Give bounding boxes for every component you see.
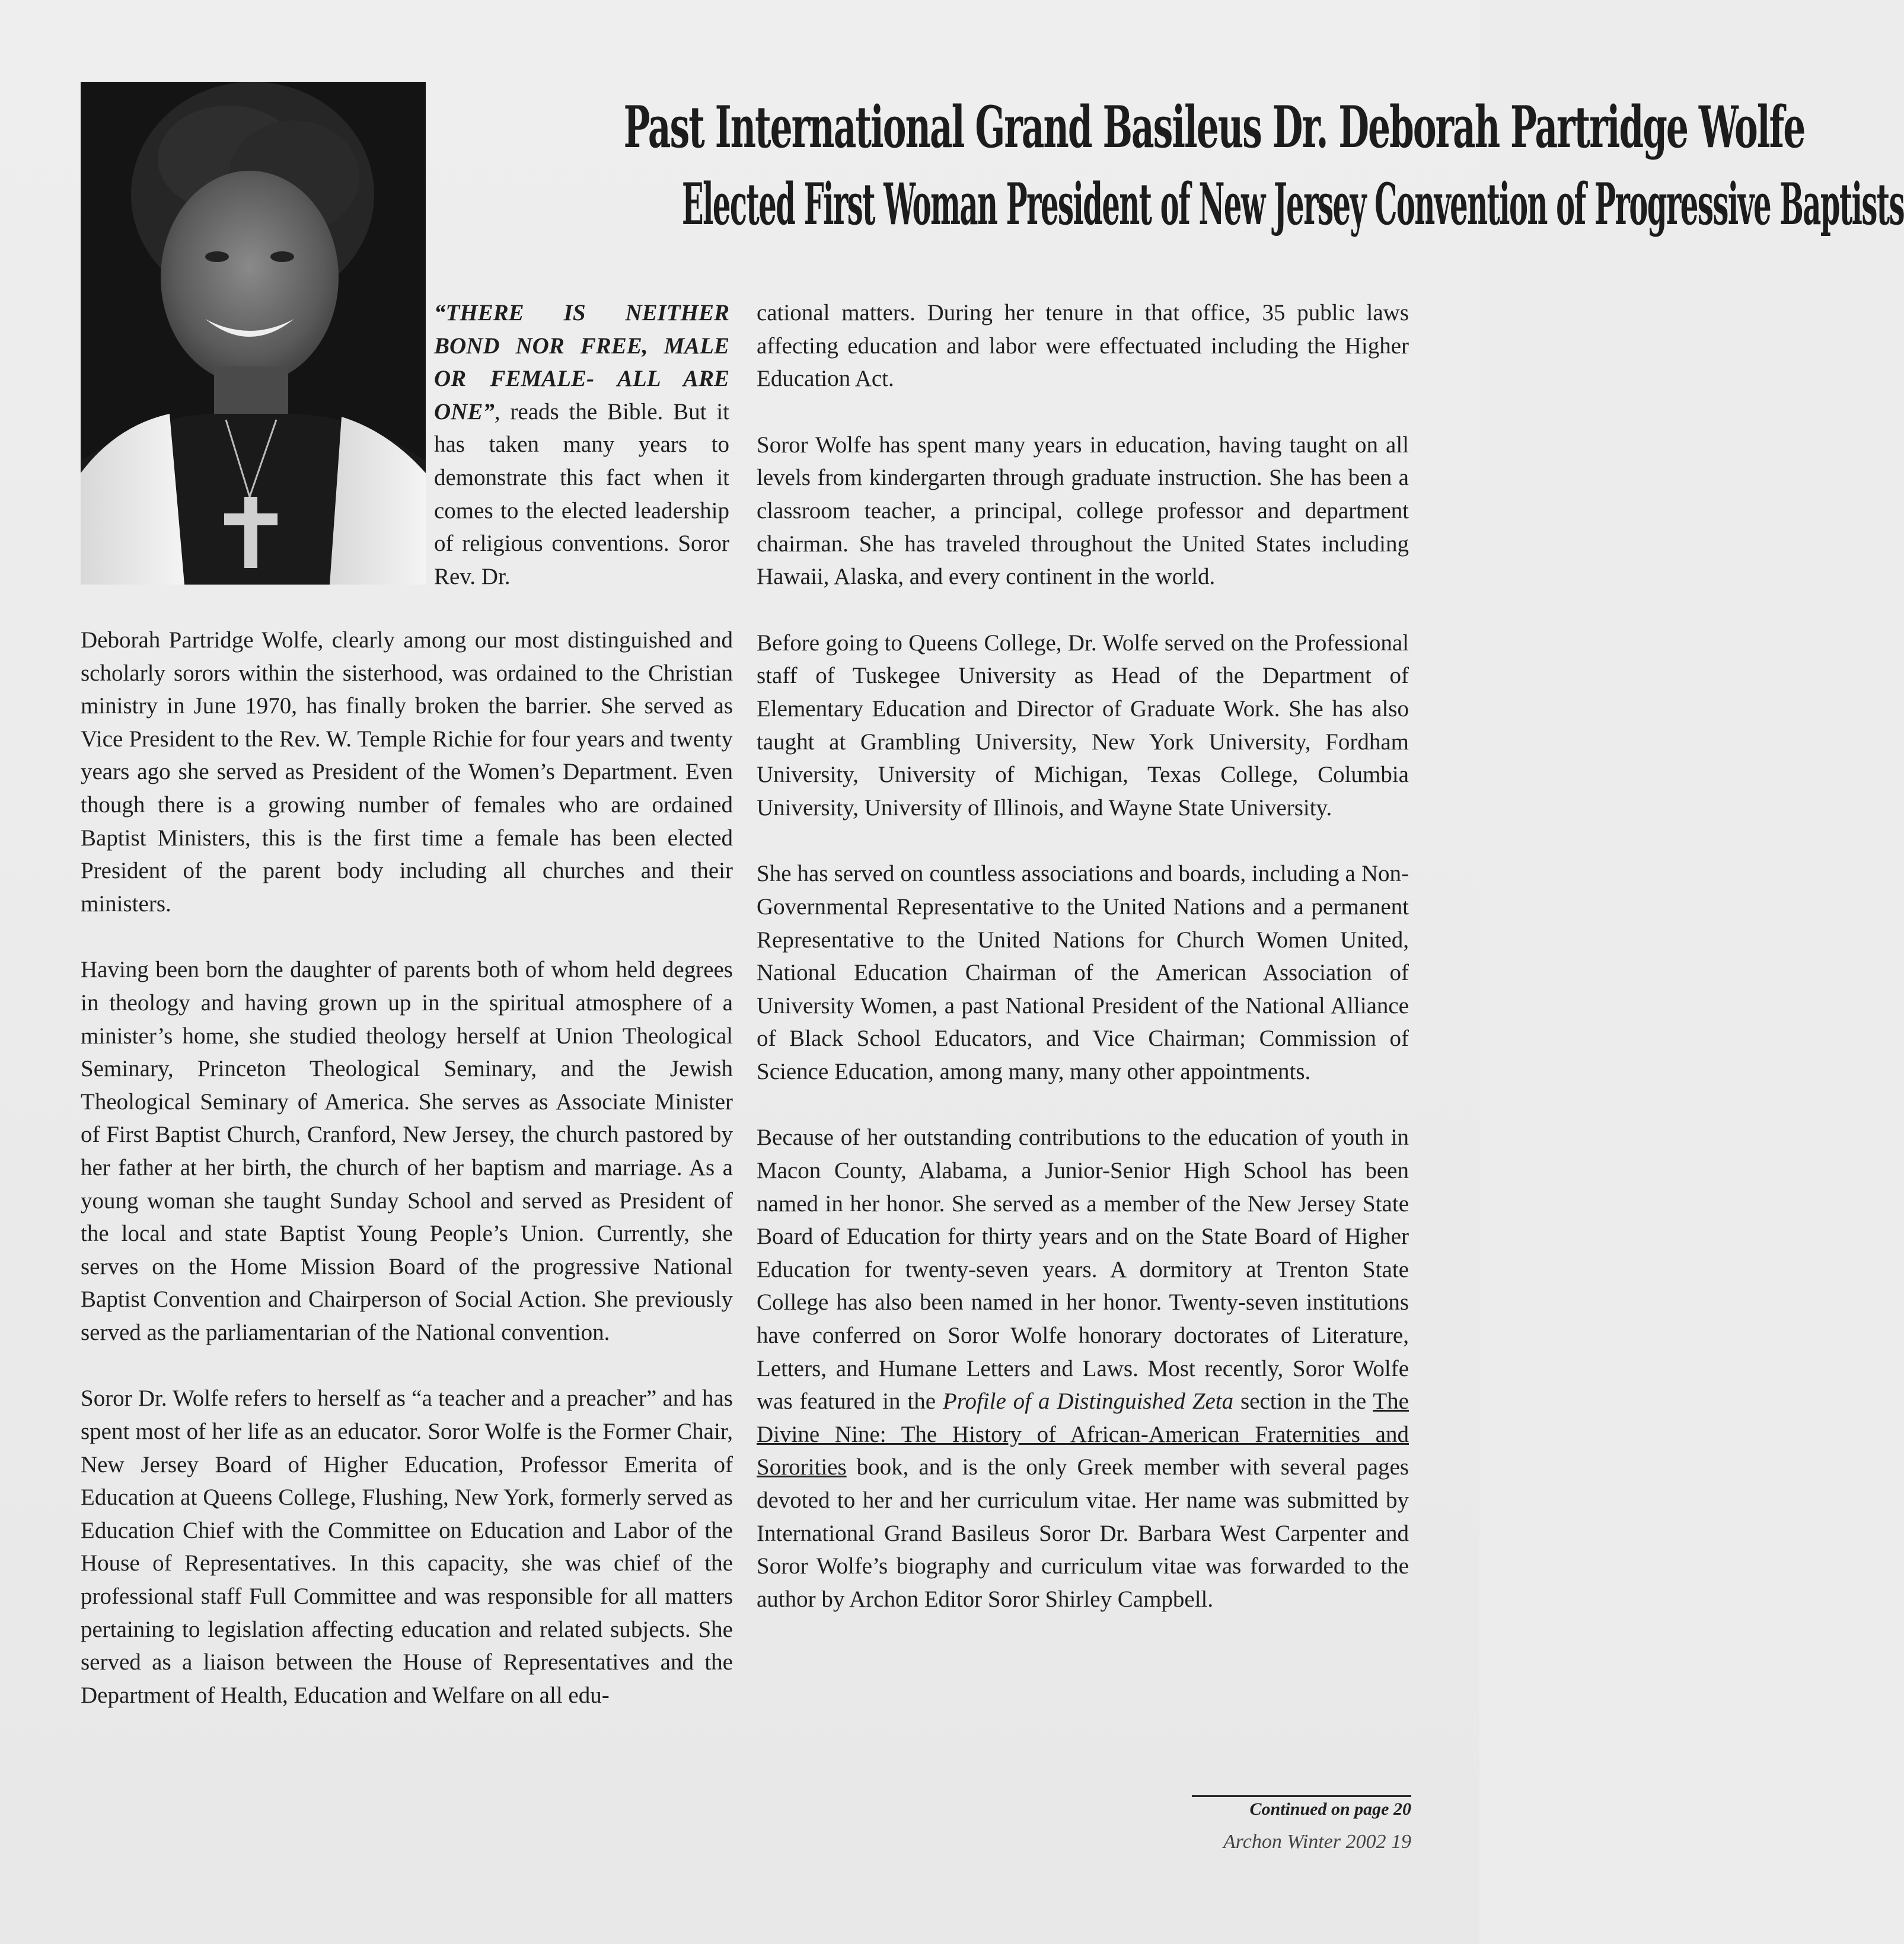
paragraph-3-continued: cational matters. During her tenure in that office, 35 public laws affecting education and labor were effectuated including the Higher Education Act. [757,300,1409,392]
paragraph-1: Deborah Partridge Wolfe, clearly among our most distinguished and scholarly sorors within the sisterhood, was ordained to the Christian ministry in June 1970, has finally broken the barrier. She served as Vice President to the Rev. W. Temple Richie for four years and twenty years ago she served as President of the Women’s Department. Even though there is a growing number of females who are ordained Baptist Ministers, this is the first time a female has been elected President of the parent body including all churches and their ministers. [81,627,733,917]
paragraph-5: Before going to Queens College, Dr. Wolfe served on the Professional staff of Tuskegee University as Head of the Department of Elementary Education and Director of Graduate Work. She has also taught at Grambling University, New York University, Fordham University, University of Michigan, Texas College, Columbia University, University of Illinois, and Wayne State University. [757,630,1409,821]
paragraph-6: She has served on countless associations and boards, including a Non-Governmental Representative to the United Nations and a permanent Representative to the United Nations for Church Women United, National Education Chairman of the American Association of University Women, a past National President of the National Alliance of Black School Educators, and Vice Chairman; Commission of Science Education, among many, many other appointments. [757,861,1409,1084]
paragraph-2: Having been born the daughter of parents both of whom held degrees in theology and having grown up in the spiritual atmosphere of a minister’s home, she studied theology herself at Union Theological Seminary, Princeton Theological Seminary, and the Jewish Theological Seminary of America. She serves as Associate Minister of First Baptist Church, Cranford, New Jersey, the church pastored by her father at her birth, the church of her baptism and marriage. As a young woman she taught Sunday School and served as President of the local and state Baptist Young People’s Union. Currently, she serves on the Home Mission Board of the progressive National Baptist Convention and Chairperson of Social Action. She previously served as the parliamentarian of the National convention. [81,957,733,1345]
portrait-photo [81,82,426,585]
book-title: The Divine Nine: The History of African-American Fraternities and Sororities [757,1388,1409,1480]
headline-line-2: Elected First Woman President of New Jersey Convention of Progressive Baptists [682,171,1904,238]
headline-line-1: Past International Grand Basileus Dr. Deborah Partridge Wolfe [623,94,1805,161]
continued-note: Continued on page 20 [1192,1795,1411,1819]
portrait-icon [81,82,426,585]
paragraph-7-part-c: book, and is the only Greek member with several pages devoted to her and her curriculum vitae. Her name was submitted by International Grand Basileus Soror Dr. Barbara West Carpenter and Soror Wolfe’s biography and curriculum vitae was forwarded to the author by Archon Editor Soror Shirley Campbell. [757,1454,1409,1612]
headline [439,89,1904,243]
right-column [757,296,1409,1649]
paragraph-3: Soror Dr. Wolfe refers to herself as “a teacher and a preacher” and has spent most of her life as an educator. Soror Wolfe is the Former Chair, New Jersey Board of Higher Education, Professor Emerita of Education at Queens College, Flushing, New York, formerly served as Education Chief with the Committee on Education and Labor of the House of Representatives. In this capacity, she was chief of the professional staff Full Committee and was responsible for all matters pertaining to legislation affecting education and related subjects. She served as a liaison between the House of Representatives and the Department of Health, Education and Welfare on all edu- [81,1386,733,1708]
paragraph-7-part-a: Because of her outstanding contributions to the education of youth in Macon County, Alabama, a Junior-Senior High School has been named in her honor. She served as a member of the New Jersey State Board of Education for thirty years and on the State Board of Higher Education for twenty-seven years. A dormitory at Trenton State College has also been named in her honor. Twenty-seven institutions have conferred on Soror Wolfe honorary doctorates of Literature, Letters, and Humane Letters and Laws. Most recently, Soror Wolfe was featured in the [757,1125,1409,1415]
left-column [81,624,733,1745]
intro-text: , reads the Bible. But it has taken many years to demonstrate this fact when it comes to the elected leadership of religious conventions. Soror Rev. Dr. [434,398,729,589]
profile-title: Profile of a Distinguished Zeta [942,1388,1234,1415]
pull-quote: “THERE IS NEITHER BOND NOR FREE, MALE OR FEMALE- ALL ARE ONE” [434,300,729,424]
intro-column [434,296,729,626]
intro-paragraph [434,296,729,593]
paragraph-7 [757,1121,1409,1616]
page-footer: Archon Winter 2002 19 [1223,1831,1411,1853]
paragraph-7-part-b: section in the [1233,1388,1373,1415]
paragraph-4: Soror Wolfe has spent many years in education, having taught on all levels from kindergarten through graduate instruction. She has been a classroom teacher, a principal, college professor and department chairman. She has traveled throughout the United States including Hawaii, Alaska, and every continent in the world. [757,432,1409,590]
